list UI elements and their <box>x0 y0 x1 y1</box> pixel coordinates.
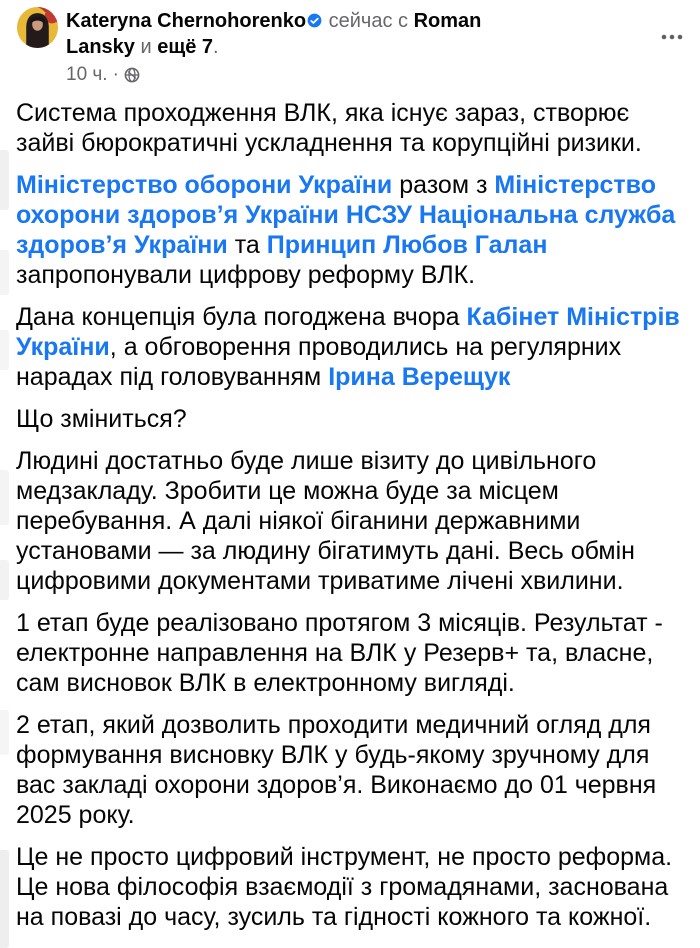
verified-badge-icon <box>307 13 322 28</box>
context-text: сейчас с <box>328 10 409 32</box>
text-segment: , а обговорення проводились на регулярних нарадах під головуванням <box>16 333 622 391</box>
timestamp-link[interactable]: 10 ч. <box>66 64 108 85</box>
globe-icon <box>124 67 140 83</box>
avatar-photo <box>17 7 58 48</box>
post-paragraph <box>16 842 682 932</box>
period-text: . <box>213 36 219 58</box>
three-dots-icon <box>660 33 684 41</box>
avatar[interactable] <box>17 7 58 48</box>
mention-link[interactable]: Кабінет Міністрів України <box>16 303 680 361</box>
post-text <box>0 86 700 932</box>
more-options-button[interactable] <box>658 26 686 48</box>
post-paragraph <box>16 170 682 290</box>
text-segment: разом з <box>392 171 495 199</box>
text-segment: запропонували цифрову реформу ВЛК. <box>16 261 476 289</box>
post-paragraph <box>16 710 682 830</box>
text-segment: 1 етап буде реалізовано протягом 3 місяців. Результат - електронне направлення на ВЛК у Резерв+ та, власне, сам висновок ВЛК в електронному вигляді. <box>16 609 663 697</box>
dot-separator: · <box>112 64 119 85</box>
text-segment: Це не просто цифровий інструмент, не просто реформа. Це нова філософія взаємодії з громадянами, заснована на повазі до часу, зусиль та гідності кожного та кожної. <box>16 843 673 931</box>
post-paragraph <box>16 404 682 434</box>
text-segment: 2 етап, який дозволить проходити медичний огляд для формування висновку ВЛК у будь-якому зручному для вас закладі охорони здоров’я. Виконаємо до 01 червня 2025 року. <box>16 711 657 829</box>
tagged-user-link[interactable]: Roman Lansky <box>66 10 482 58</box>
mention-link[interactable]: Міністерство охорони здоров’я України НСЗУ Національна служба здоров’я України <box>16 171 676 259</box>
mention-link[interactable]: Ірина Верещук <box>328 363 511 391</box>
post-paragraph <box>16 98 682 158</box>
text-segment: Система проходження ВЛК, яка існує зараз, створює зайві бюрократичні ускладнення та корупційні ризики. <box>16 99 642 157</box>
post-paragraph <box>16 446 682 596</box>
more-tagged-link[interactable]: ещё 7 <box>157 36 214 58</box>
text-segment: та <box>227 231 267 259</box>
mention-link[interactable]: Міністерство оборони України <box>16 171 393 199</box>
post-paragraph <box>16 302 682 392</box>
text-segment: Дана концепція була погоджена вчора <box>16 303 467 331</box>
timestamp-row <box>66 64 684 86</box>
author-name[interactable]: Kateryna Chernohorenko <box>66 10 307 32</box>
post-byline <box>66 8 536 60</box>
text-segment: Людині достатньо буде лише візиту до цивільного медзакладу. Зробити це можна буде за місцем перебування. А далі ніякої біганини державними установами — за людину бігатимуть дані. Весь обмін цифровими документами триватиме лічені хвилини. <box>16 447 635 595</box>
post-paragraph <box>16 608 682 698</box>
and-text: и <box>140 36 152 58</box>
text-segment: Що зміниться? <box>16 405 187 433</box>
mention-link[interactable]: Принцип Любов Галан <box>266 231 548 259</box>
post-header <box>0 0 700 86</box>
